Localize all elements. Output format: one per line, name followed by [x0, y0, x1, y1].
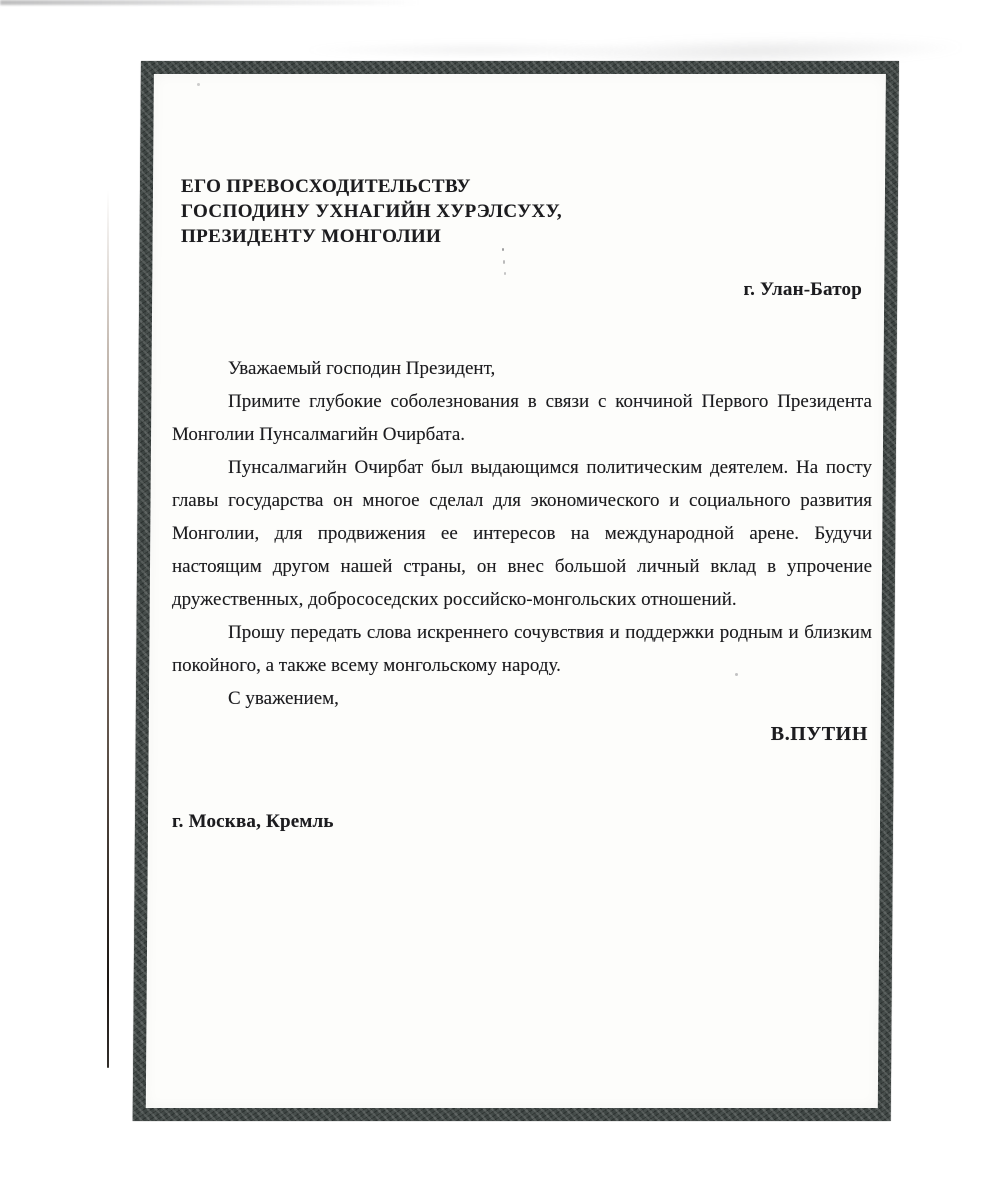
- paragraph-condolence: Примите глубокие соболезнования в связи с кончиной Первого Президента Монголии Пунсалмагийн Очирбата.: [172, 391, 872, 445]
- origin-line: г. Москва, Кремль: [172, 811, 334, 832]
- paragraph-request: Прошу передать слова искреннего сочувствия и поддержки родным и близким покойного, а также всему монгольскому народу.: [172, 622, 872, 676]
- addressee-line-1: ЕГО ПРЕВОСХОДИТЕЛЬСТВУ: [181, 176, 471, 197]
- scan-speck: [197, 83, 200, 86]
- addressee-line-2: ГОСПОДИНУ УХНАГИЙН ХУРЭЛСУХУ,: [181, 201, 563, 222]
- scan-speck: [504, 272, 506, 275]
- scan-speck: [503, 260, 505, 264]
- scan-artifact-line: [107, 190, 109, 1068]
- closing: С уважением,: [228, 688, 339, 709]
- paragraph-tribute: Пунсалмагийн Очирбат был выдающимся политическим деятелем. На посту главы государства он многое сделал для экономического и социального развития Монголии, для продвижения ее интересов на международной арене. Будучи настоящим другом нашей страны, он внес большой личный вклад в упрочение дружественных, добрососедских российско-монгольских отношений.: [172, 457, 872, 610]
- letter-body: [172, 352, 872, 715]
- place-line: г. Улан-Батор: [743, 279, 862, 300]
- scan-artifact-smudge: [300, 42, 660, 58]
- salutation: Уважаемый господин Президент,: [228, 358, 496, 379]
- addressee-block: [181, 174, 562, 249]
- scan-artifact-top-band: [0, 0, 420, 5]
- addressee-line-3: ПРЕЗИДЕНТУ МОНГОЛИИ: [181, 226, 442, 247]
- signature: В.ПУТИН: [770, 723, 868, 745]
